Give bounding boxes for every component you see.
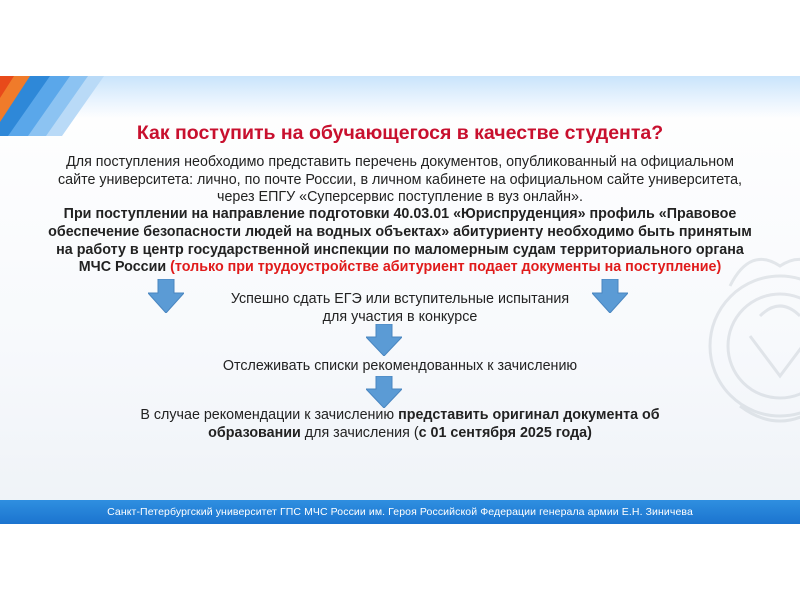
step-text: В случае рекомендации к зачислению	[140, 407, 399, 423]
step-text-bold: представить оригинал документа об	[398, 407, 660, 423]
step-line: для участия в конкурсе	[322, 309, 478, 325]
step-text-bold: образовании	[208, 425, 301, 441]
slide	[0, 76, 800, 524]
down-arrow-icon	[366, 376, 402, 408]
step-exams	[150, 290, 650, 326]
step-text-bold: с 01 сентября 2025 года)	[418, 425, 592, 441]
intro-line: сайте университета: лично, по почте России, в личном кабинете на официальном сайте университета,	[57, 171, 743, 188]
intro-paragraph	[40, 154, 760, 207]
requirement-line: При поступлении на направление подготовки 40.03.01 «Юриспруденция» профиль «Правовое	[63, 206, 737, 222]
requirement-paragraph	[30, 206, 770, 277]
step-track-lists: Отслеживать списки рекомендованных к зачислению	[222, 358, 578, 374]
step-text: для зачисления (	[300, 425, 419, 441]
intro-line: через ЕПГУ «Суперсервис поступление в вуз онлайн».	[217, 189, 583, 205]
requirement-line	[30, 259, 770, 277]
step-submit-original	[100, 406, 700, 442]
requirement-line: обеспечение безопасности людей на водных объектах» абитуриенту необходимо быть принятым	[48, 223, 752, 240]
requirement-line: на работу в центр государственной инспекции по маломерным судам территориального органа	[56, 241, 744, 258]
footer-bar	[0, 500, 800, 524]
page-title: Как поступить на обучающегося в качестве студента?	[136, 122, 664, 144]
intro-line: Для поступления необходимо представить перечень документов, опубликованный на официальном	[66, 154, 734, 170]
footer-university-name: Санкт-Петербургский университет ГПС МЧС России им. Героя Российской Федерации генерала армии Е.Н. Зиничева	[107, 506, 693, 518]
step-line: Успешно сдать ЕГЭ или вступительные испытания	[230, 291, 570, 307]
down-arrow-icon	[366, 324, 402, 356]
requirement-text: МЧС России	[78, 259, 171, 276]
requirement-note: (только при трудоустройстве абитуриент подает документы на поступление)	[170, 259, 722, 276]
